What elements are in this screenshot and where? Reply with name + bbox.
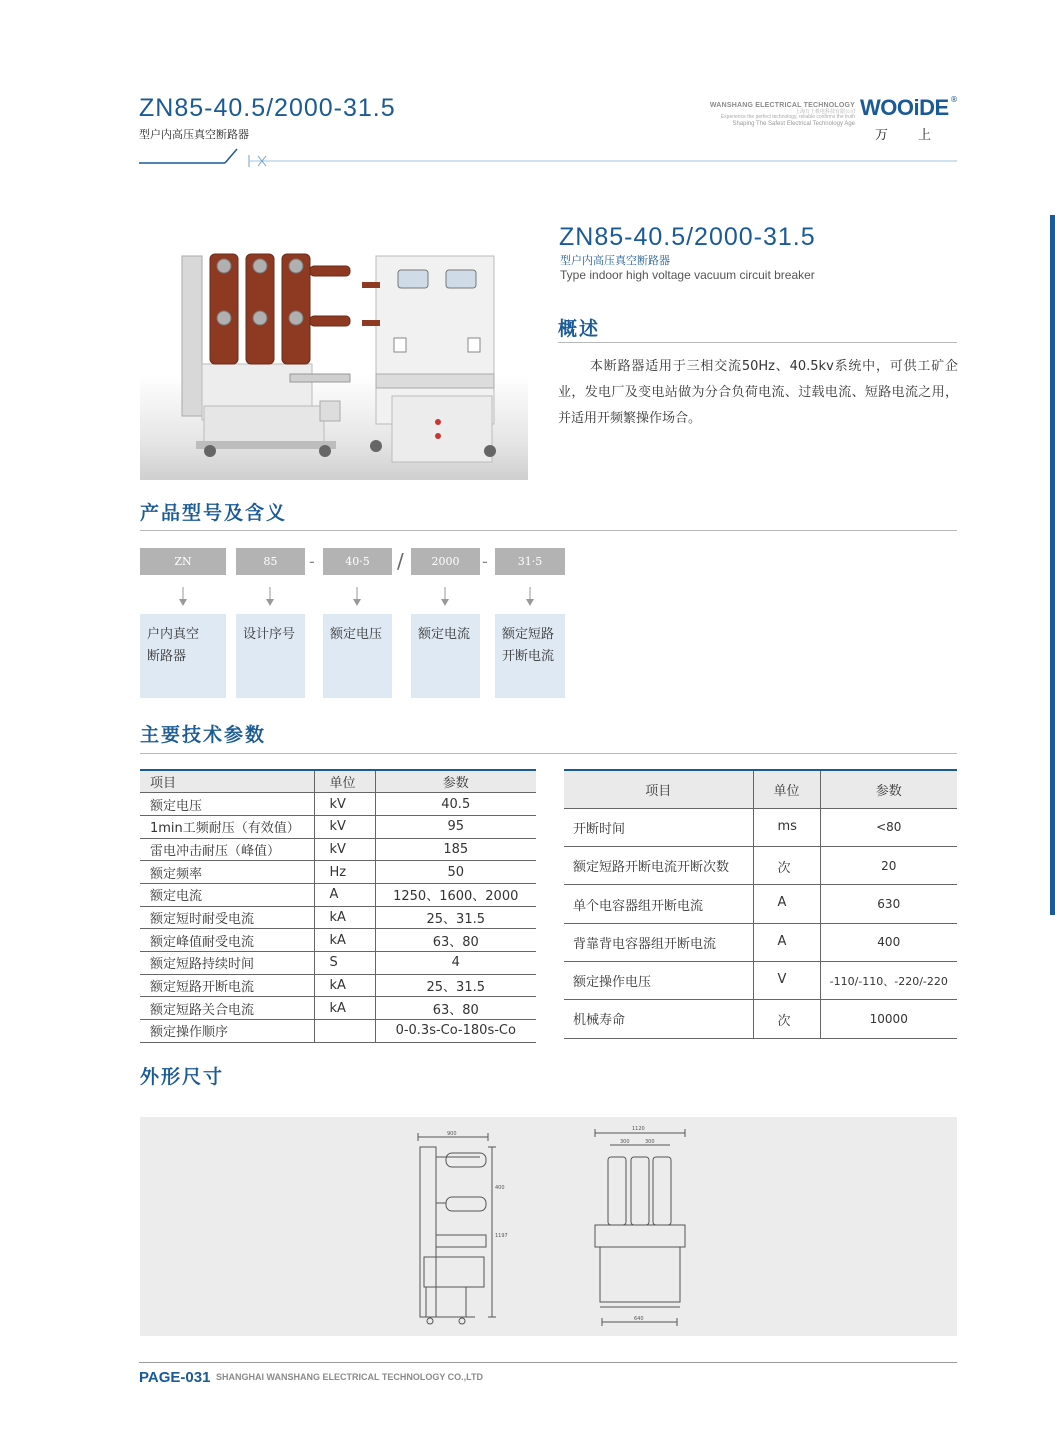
column-header: 参数 [375,770,536,793]
param-unit: ms [753,808,820,846]
code-box-voltage: 40·5 [323,548,392,575]
param-value: 25、31.5 [375,974,536,997]
param-name: 额定频率 [140,861,314,884]
code-box-breaking: 31·5 [495,548,565,575]
table-row [140,883,536,906]
param-unit: S [314,952,375,975]
param-name: 额定电压 [140,793,314,816]
model-meaning-heading: 产品型号及含义 [140,502,288,524]
param-name: 额定短时耐受电流 [140,906,314,929]
column-header: 参数 [820,770,957,808]
table-row [140,929,536,952]
param-unit: V [753,961,820,999]
column-header: 项目 [564,770,753,808]
param-unit: A [753,885,820,923]
product-model: ZN85-40.5/2000-31.5 [559,223,816,251]
param-name: 单个电容器组开断电流 [564,885,753,923]
dimension-label: 1120 [632,1126,645,1132]
param-unit: kA [314,997,375,1020]
tech-params-divider [140,753,957,754]
param-name: 额定短路关合电流 [140,997,314,1020]
param-value: 63、80 [375,997,536,1020]
table-row [140,906,536,929]
model-meaning-divider [140,530,957,531]
arrow-down-icon [265,587,275,607]
table-row [140,952,536,975]
param-name: 额定操作电压 [564,961,753,999]
param-name: 额定短路开断电流开断次数 [564,847,753,885]
param-name: 额定短路开断电流 [140,974,314,997]
table-row [140,1020,536,1043]
param-value: 95 [375,815,536,838]
registered-mark: ® [950,95,958,104]
dimension-label: 300 [645,1139,655,1145]
column-header: 单位 [314,770,375,793]
company-name-en: WANSHANG ELECTRICAL TECHNOLOGY [709,102,855,109]
brand-logo-cn: 万上 [875,128,962,143]
code-box-design: 85 [236,548,305,575]
meaning-box-breaking: 额定短路 开断电流 [495,614,565,698]
param-value: 40.5 [375,793,536,816]
param-name: 开断时间 [564,808,753,846]
param-name: 1min工频耐压（有效值） [140,815,314,838]
table-row [564,808,957,846]
param-unit: 次 [753,1000,820,1038]
meaning-box-voltage: 额定电压 [323,614,392,698]
arrow-down-icon [525,587,535,607]
company-name-cn: 上海万上机电科技有限公司 [794,108,855,115]
param-unit: Hz [314,861,375,884]
company-info [710,102,855,127]
tech-params-table-2 [564,769,957,1039]
table-row [564,847,957,885]
table-row [564,1000,957,1038]
param-value: 63、80 [375,929,536,952]
param-value: 185 [375,838,536,861]
table-header-row [140,770,536,793]
table-row [564,885,957,923]
param-value: 1250、1600、2000 [375,883,536,906]
code-separator: - [309,552,315,571]
param-name: 额定峰值耐受电流 [140,929,314,952]
param-value: 50 [375,861,536,884]
param-name: 雷电冲击耐压（峰值） [140,838,314,861]
param-value: 400 [820,923,957,961]
page-edge-mark [1050,215,1055,915]
param-name: 额定短路持续时间 [140,952,314,975]
param-name: 额定操作顺序 [140,1020,314,1043]
table-row [140,793,536,816]
tech-params-table-1 [140,769,536,1043]
meaning-box-design: 设计序号 [236,614,305,698]
table-row [140,861,536,884]
param-unit: kV [314,838,375,861]
dimension-drawing [140,1117,957,1336]
meaning-box-current: 额定电流 [411,614,480,698]
page-number: PAGE-031 [139,1369,211,1386]
param-unit: kA [314,929,375,952]
page-title: ZN85-40.5/2000-31.5 [139,94,396,122]
table-row [564,961,957,999]
table-row [140,997,536,1020]
arrow-down-icon [352,587,362,607]
table-row [140,838,536,861]
company-tagline-1: Experience the perfect technology, reliable confirms the truth [720,114,855,121]
dimensions-heading: 外形尺寸 [140,1066,225,1088]
code-separator: / [397,549,404,573]
column-header: 单位 [753,770,820,808]
product-name-en: Type indoor high voltage vacuum circuit breaker [560,268,815,282]
param-value: 0-0.3s-Co-180s-Co [375,1020,536,1043]
param-unit: 次 [753,847,820,885]
meaning-box-zn: 户内真空 断路器 [140,614,226,698]
code-box-zn: ZN [140,548,226,575]
param-value: 20 [820,847,957,885]
param-value: 25、31.5 [375,906,536,929]
table-row [140,815,536,838]
param-value: 4 [375,952,536,975]
dimension-label: 900 [447,1131,457,1137]
param-unit: A [314,883,375,906]
param-unit: kA [314,906,375,929]
company-tagline-2: Shaping The Safest Electrical Technology Age [732,120,855,127]
arrow-down-icon [178,587,188,607]
overview-heading: 概述 [558,318,601,340]
param-unit [314,1020,375,1043]
param-unit: kV [314,815,375,838]
table-header-row [564,770,957,808]
param-value: 630 [820,885,957,923]
overview-text: 本断路器适用于三相交流50Hz、40.5kv系统中，可供工矿企业，发电厂及变电站做为分合负荷电流、过载电流、短路电流之用，并适用开频繁操作场合。 [558,359,958,426]
dimension-label: 400 [495,1185,505,1191]
outline-drawing [140,1117,957,1336]
param-value: 10000 [820,1000,957,1038]
footer-divider [139,1362,957,1363]
param-name: 背靠背电容器组开断电流 [564,923,753,961]
code-separator: - [482,552,488,571]
header-decor-line [139,145,957,169]
table-row [564,923,957,961]
param-name: 额定电流 [140,883,314,906]
dimension-label: 300 [620,1139,630,1145]
param-unit: A [753,923,820,961]
table-row [140,974,536,997]
product-photo [140,246,528,480]
dimension-label: 640 [634,1316,644,1322]
code-box-current: 2000 [411,548,480,575]
tech-params-heading: 主要技术参数 [140,724,267,746]
param-value: -110/-110、-220/-220 [820,961,957,999]
column-header: 项目 [140,770,314,793]
footer-company: SHANGHAI WANSHANG ELECTRICAL TECHNOLOGY CO.,LTD [216,1372,484,1382]
product-name-cn: 型户内高压真空断路器 [560,254,670,267]
param-value: <80 [820,808,957,846]
brand-logo: WOOiDE [860,95,949,120]
arrow-down-icon [440,587,450,607]
param-name: 机械寿命 [564,1000,753,1038]
overview-divider [558,342,957,343]
dimension-label: 1197 [495,1233,508,1239]
param-unit: kV [314,793,375,816]
breaker-illustration [140,246,528,480]
param-unit: kA [314,974,375,997]
page-subtitle: 型户内高压真空断路器 [139,128,249,141]
